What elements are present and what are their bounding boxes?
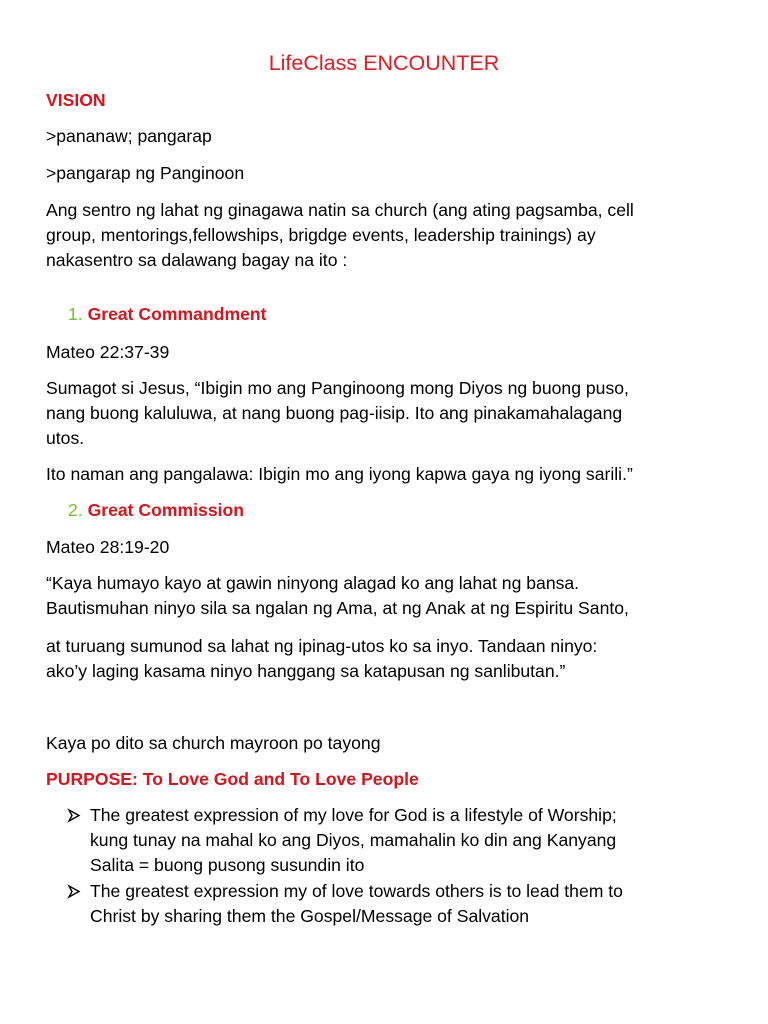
bullet-line: The greatest expression my of love towards others is to lead them to xyxy=(90,881,623,901)
intro-paragraph xyxy=(46,198,746,273)
bullet-line: Salita = buong pusong susundin ito xyxy=(90,855,365,875)
quote-line: Bautismuhan ninyo sila sa ngalan ng Ama, at ng Anak at ng Espiritu Santo, xyxy=(46,598,629,618)
vision-line-2: >pangarap ng Panginoon xyxy=(46,163,245,183)
arrowhead-bullet-icon xyxy=(66,879,82,904)
closing-line: Kaya po dito sa church mayroon po tayong xyxy=(46,733,381,753)
bible-reference-2: Mateo 28:19-20 xyxy=(46,537,170,557)
list-number: 2. xyxy=(68,500,83,520)
vision-heading: VISION xyxy=(46,90,106,110)
bullet-text xyxy=(90,879,742,929)
list-label: Great Commission xyxy=(87,500,245,520)
quote-line: Sumagot si Jesus, “Ibigin mo ang Panginoong mong Diyos ng buong puso, xyxy=(46,378,629,398)
vision-line-1: >pananaw; pangarap xyxy=(46,126,212,146)
scripture-quote-2a xyxy=(46,571,746,621)
bullet-line: Christ by sharing them the Gospel/Message of Salvation xyxy=(90,906,530,926)
list-item-great-commandment xyxy=(68,302,728,327)
bullet-line: kung tunay na mahal ko ang Diyos, mamahalin ko din ang Kanyang xyxy=(90,830,617,850)
scripture-quote-1-end: Ito naman ang pangalawa: Ibigin mo ang iyong kapwa gaya ng iyong sarili.” xyxy=(46,464,633,484)
list-number: 1. xyxy=(68,304,83,324)
list-label: Great Commandment xyxy=(87,304,267,324)
quote-line: ako’y laging kasama ninyo hanggang sa katapusan ng sanlibutan.” xyxy=(46,661,566,681)
scripture-quote-2b xyxy=(46,634,746,684)
intro-line: nakasentro sa dalawang bagay na ito : xyxy=(46,250,348,270)
document-title: LifeClass ENCOUNTER xyxy=(268,51,500,75)
intro-line: group, mentorings,fellowships, brigdge events, leadership trainings) ay xyxy=(46,225,596,245)
quote-line: utos. xyxy=(46,428,85,448)
bullet-line: The greatest expression of my love for God is a lifestyle of Worship; xyxy=(90,805,617,825)
quote-line: “Kaya humayo kayo at gawin ninyong alagad ko ang lahat ng bansa. xyxy=(46,573,580,593)
quote-line: nang buong kaluluwa, at nang buong pag-iisip. Ito ang pinakamahalagang xyxy=(46,403,623,423)
scripture-quote-1 xyxy=(46,376,746,451)
purpose-heading: PURPOSE: To Love God and To Love People xyxy=(46,769,419,789)
bullet-text xyxy=(90,803,742,878)
arrowhead-bullet-icon xyxy=(66,803,82,828)
intro-line: Ang sentro ng lahat ng ginagawa natin sa church (ang ating pagsamba, cell xyxy=(46,200,634,220)
list-item-great-commission xyxy=(68,498,728,523)
quote-line: at turuang sumunod sa lahat ng ipinag-utos ko sa inyo. Tandaan ninyo: xyxy=(46,636,598,656)
bible-reference-1: Mateo 22:37-39 xyxy=(46,342,170,362)
